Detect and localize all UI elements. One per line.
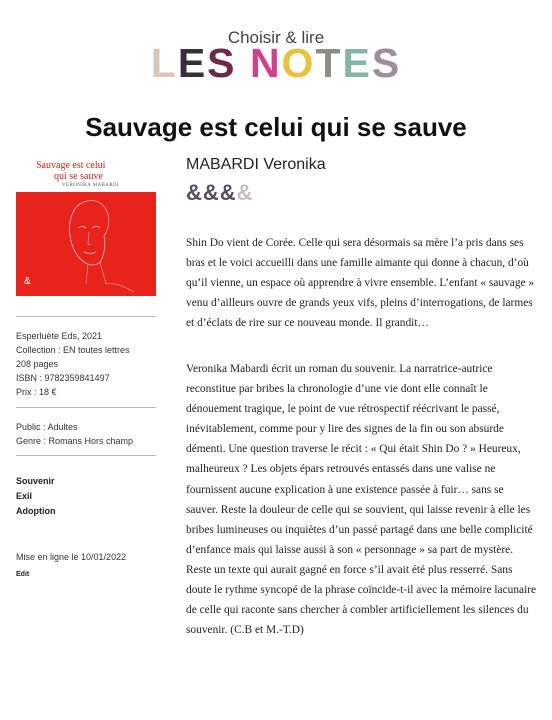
site-logo[interactable] — [0, 40, 552, 86]
cover-author: VERONIKA MABARDI — [62, 183, 120, 188]
tag-link[interactable]: Adoption — [16, 506, 56, 516]
isbn-info: ISBN : 9782359841497 — [16, 373, 110, 383]
audience-details — [16, 420, 156, 448]
review-paragraph-1: Shin Do vient de Corée. Celle qui sera désormais sa mère l’a pris dans ses bras et le voici accueilli dans une famille aimante qui donne à chacun, d’où qu’il vienne, un espace où apprendre à vivre ensemble. L’enfant « sauvage » venu d’ailleurs ouvre de grands yeux vifs, pleins d’interrogations, de larmes et d’éclats de rire sur ce nouveau monde. Il grandit… — [186, 237, 535, 330]
cover-title — [36, 160, 156, 182]
logo-letter: T — [315, 40, 343, 86]
logo-letter: N — [249, 40, 282, 86]
site-tagline: Choisir & lire — [227, 28, 325, 47]
rating-ampersand-icon: & — [236, 180, 254, 205]
genre-info: Genre : Romans Hors champ — [16, 436, 134, 446]
book-author[interactable]: MABARDI Veronika — [186, 156, 326, 173]
book-title: Sauvage est celui qui se sauve — [85, 112, 467, 142]
tag-list — [16, 474, 156, 519]
cover-publisher-mark: & — [24, 276, 31, 287]
publisher-info: Esperluète Eds, 2021 — [16, 331, 103, 341]
divider — [16, 455, 156, 456]
cover-title-line1: Sauvage est celui — [36, 160, 106, 171]
rating-ampersand-icon: & — [202, 180, 220, 205]
logo-letter: S — [371, 40, 402, 86]
rating-ampersand-icon: & — [186, 180, 203, 205]
book-cover — [16, 156, 156, 296]
cover-face-drawing — [44, 192, 144, 296]
pages-info: 208 pages — [16, 359, 59, 369]
logo-letter: O — [281, 40, 316, 86]
book-details — [16, 329, 156, 399]
logo-letter: E — [342, 40, 372, 86]
rating-ampersand-icon: & — [219, 180, 237, 205]
tag-link[interactable]: Souvenir — [16, 476, 55, 486]
price-info: Prix : 18 € — [16, 387, 57, 397]
publication-date: Mise en ligne le 10/01/2022 — [16, 552, 127, 562]
collection-info: Collection : EN toutes lettres — [16, 345, 130, 355]
cover-title-line2: qui se sauve — [54, 171, 103, 182]
logo-letter: L — [150, 40, 178, 86]
logo-letter: E — [177, 40, 208, 86]
rating-symbols — [186, 180, 254, 206]
site-header — [0, 0, 552, 100]
public-info: Public : Adultes — [16, 422, 78, 432]
logo-letter — [237, 40, 250, 86]
edit-link[interactable]: Edit — [16, 571, 30, 578]
logo-letter: S — [207, 40, 237, 86]
tag-link[interactable]: Exil — [16, 491, 33, 501]
divider — [16, 407, 156, 408]
review-paragraph-2: Veronika Mabardi écrit un roman du souvenir. La narratrice-autrice reconstitue par bribes la chronologie d’une vie dont elle connaît le dénouement tragique, le point de vue rétrospectif réécrivant le passé, inévitablement, comme pour y lire des signes de la fin ou son absurde démenti. Une question traverse le récit : « Qui était Shin Do ? » Heureux, malheureux ? Les objets épars retrouvés entassés dans une valise ne fournissent aucune explication à une existence passée à fuir… sans se sauver. Reste la douleur de celle qui se souvient, qui laisse revenir à elle les bribes lumineuses ou inquiètes d’un passé partagé dans une belle complicité d’enfance mais qui laisse aussi à son « personnage » sa part de mystère. Reste un texte qui aurait gagné en force s’il avait été plus resserré. Sans doute le rythme syncopé de la phrase coïncide-t-il avec la mémoire lacunaire de celle qui raconte sans chercher à combler artificiellement les silences du souvenir. (C.B et M.-T.D) — [186, 363, 537, 637]
divider — [16, 316, 156, 317]
